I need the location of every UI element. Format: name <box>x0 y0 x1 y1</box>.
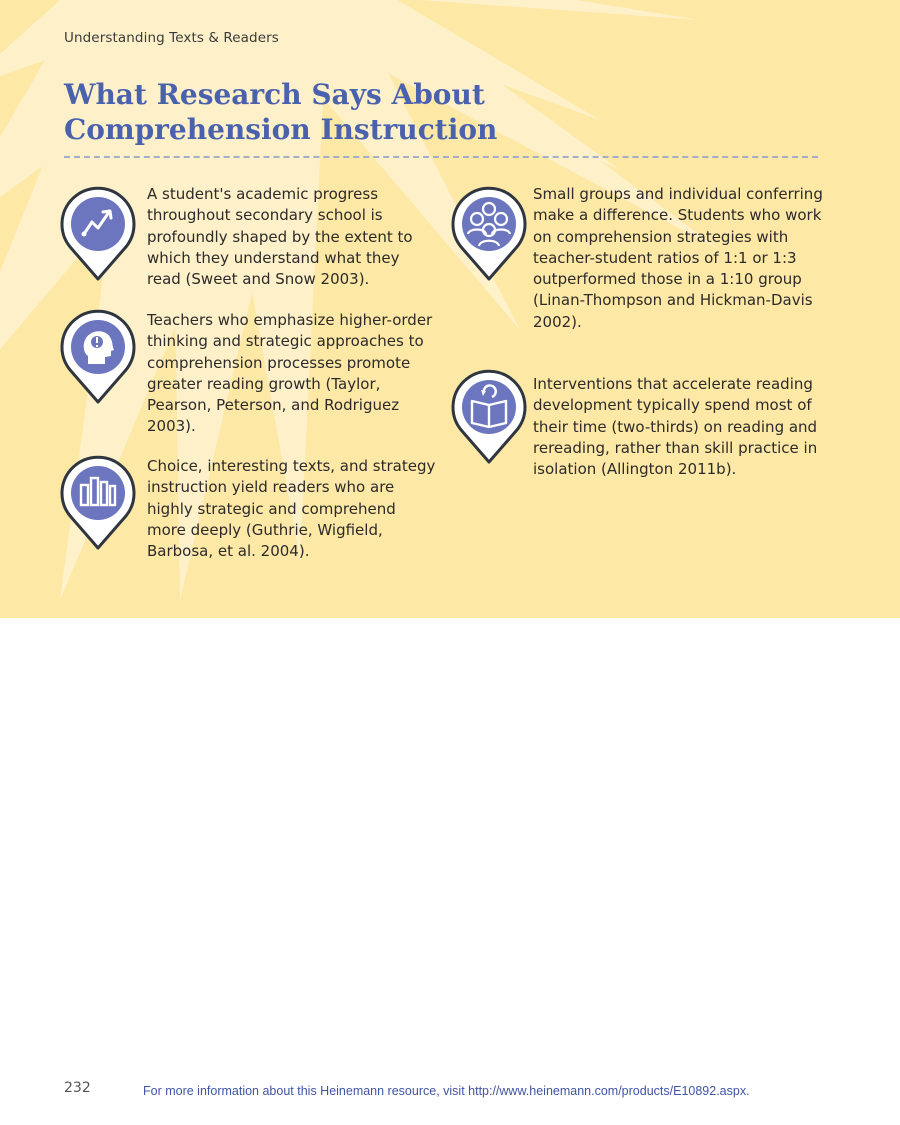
footer-info-link[interactable]: For more information about this Heinemann resource, visit http://www.heinemann.com/products/E10892.aspx. <box>143 1084 750 1098</box>
page-number: 232 <box>64 1080 91 1096</box>
running-head: Understanding Texts & Readers <box>64 30 279 46</box>
group-people-icon <box>450 186 528 282</box>
head-thinking-icon <box>59 309 137 405</box>
title-line-2: Comprehension Instruction <box>64 113 498 146</box>
dashed-divider <box>64 156 818 158</box>
books-icon <box>59 455 137 551</box>
research-item-text: Interventions that accelerate reading development typically spend most of their time (two-thirds) on reading and rereading, rather than skill practice in isolation (Allington 2011b). <box>533 375 818 479</box>
open-book-refresh-icon <box>450 369 528 465</box>
research-item-text: Choice, interesting texts, and strategy instruction yield readers who are highly strategic and comprehend more deeply (Guthrie, Wigfield, Barbosa, et al. 2004). <box>147 457 436 561</box>
title-line-1: What Research Says About <box>64 78 485 111</box>
trend-chart-icon <box>59 186 137 282</box>
research-item-text: Small groups and individual conferring make a difference. Students who work on comprehension strategies with teacher-student ratios of 1:1 or 1:3 outperformed those in a 1:10 group (Linan-Thompson and Hickman-Davis 2002). <box>533 185 823 331</box>
research-item-text: A student's academic progress throughout secondary school is profoundly shaped by the extent to which they understand what they read (Sweet and Snow 2003). <box>147 185 413 289</box>
research-item-text: Teachers who emphasize higher-order thinking and strategic approaches to comprehension processes promote greater reading growth (Taylor, Pearson, Peterson, and Rodriguez 2003). <box>147 311 433 436</box>
page-title <box>64 77 497 147</box>
